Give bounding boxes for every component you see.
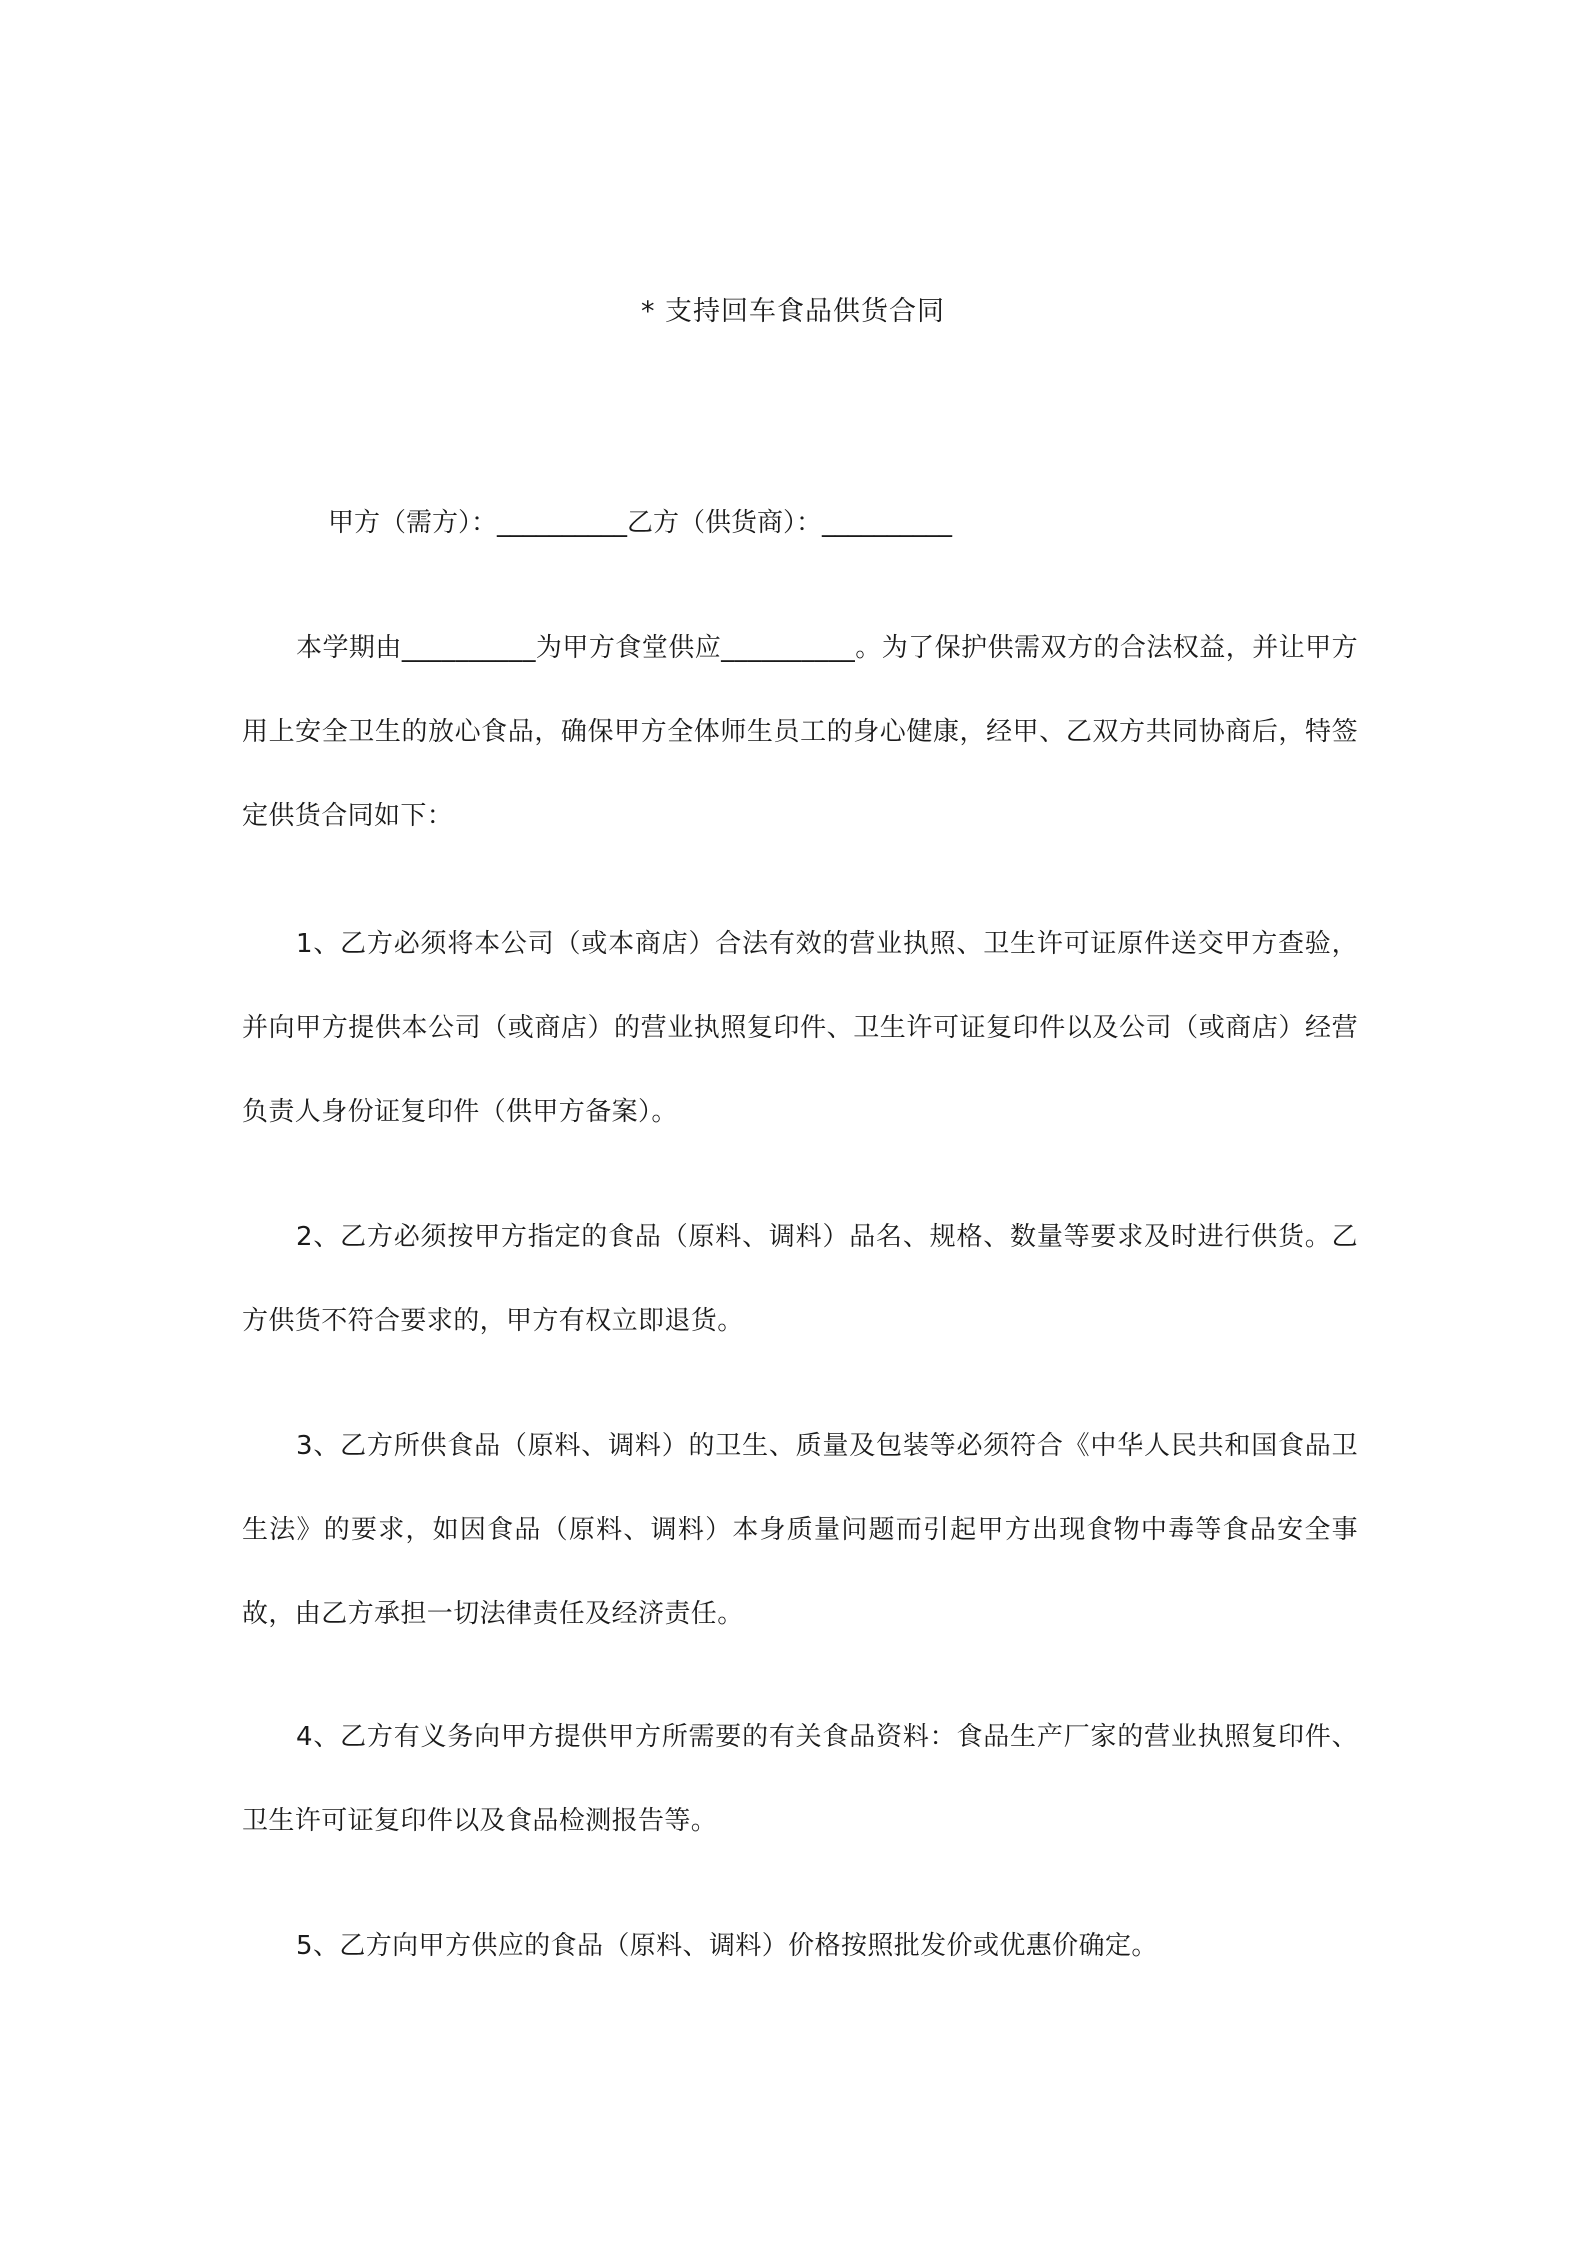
parties-line: 甲方（需方）：__________乙方（供货商）：__________ bbox=[328, 508, 953, 538]
document-title: * 支持回车食品供货合同 bbox=[640, 296, 946, 327]
clause-2: 2、乙方必须按甲方指定的食品（原料、调料）品名、规格、数量等要求及时进行供货。乙方供货不符合要求的，甲方有权立即退货。 bbox=[242, 1222, 1358, 1336]
clause-4: 4、乙方有义务向甲方提供甲方所需要的有关食品资料：食品生产厂家的营业执照复印件、卫生许可证复印件以及食品检测报告等。 bbox=[242, 1722, 1358, 1836]
clause-3: 3、乙方所供食品（原料、调料）的卫生、质量及包装等必须符合《中华人民共和国食品卫生法》的要求，如因食品（原料、调料）本身质量问题而引起甲方出现食物中毒等食品安全事故，由乙方承担一切法律责任及经济责任。 bbox=[242, 1431, 1358, 1629]
clause-1: 1、乙方必须将本公司（或本商店）合法有效的营业执照、卫生许可证原件送交甲方查验，并向甲方提供本公司（或商店）的营业执照复印件、卫生许可证复印件以及公司（或商店）经营负责人身份证复印件（供甲方备案）。 bbox=[242, 929, 1358, 1127]
intro-paragraph: 本学期由__________为甲方食堂供应__________。为了保护供需双方的合法权益，并让甲方用上安全卫生的放心食品，确保甲方全体师生员工的身心健康，经甲、乙双方共同协商后，特签定供货合同如下： bbox=[242, 633, 1358, 831]
clause-5: 5、乙方向甲方供应的食品（原料、调料）价格按照批发价或优惠价确定。 bbox=[296, 1931, 1158, 1961]
